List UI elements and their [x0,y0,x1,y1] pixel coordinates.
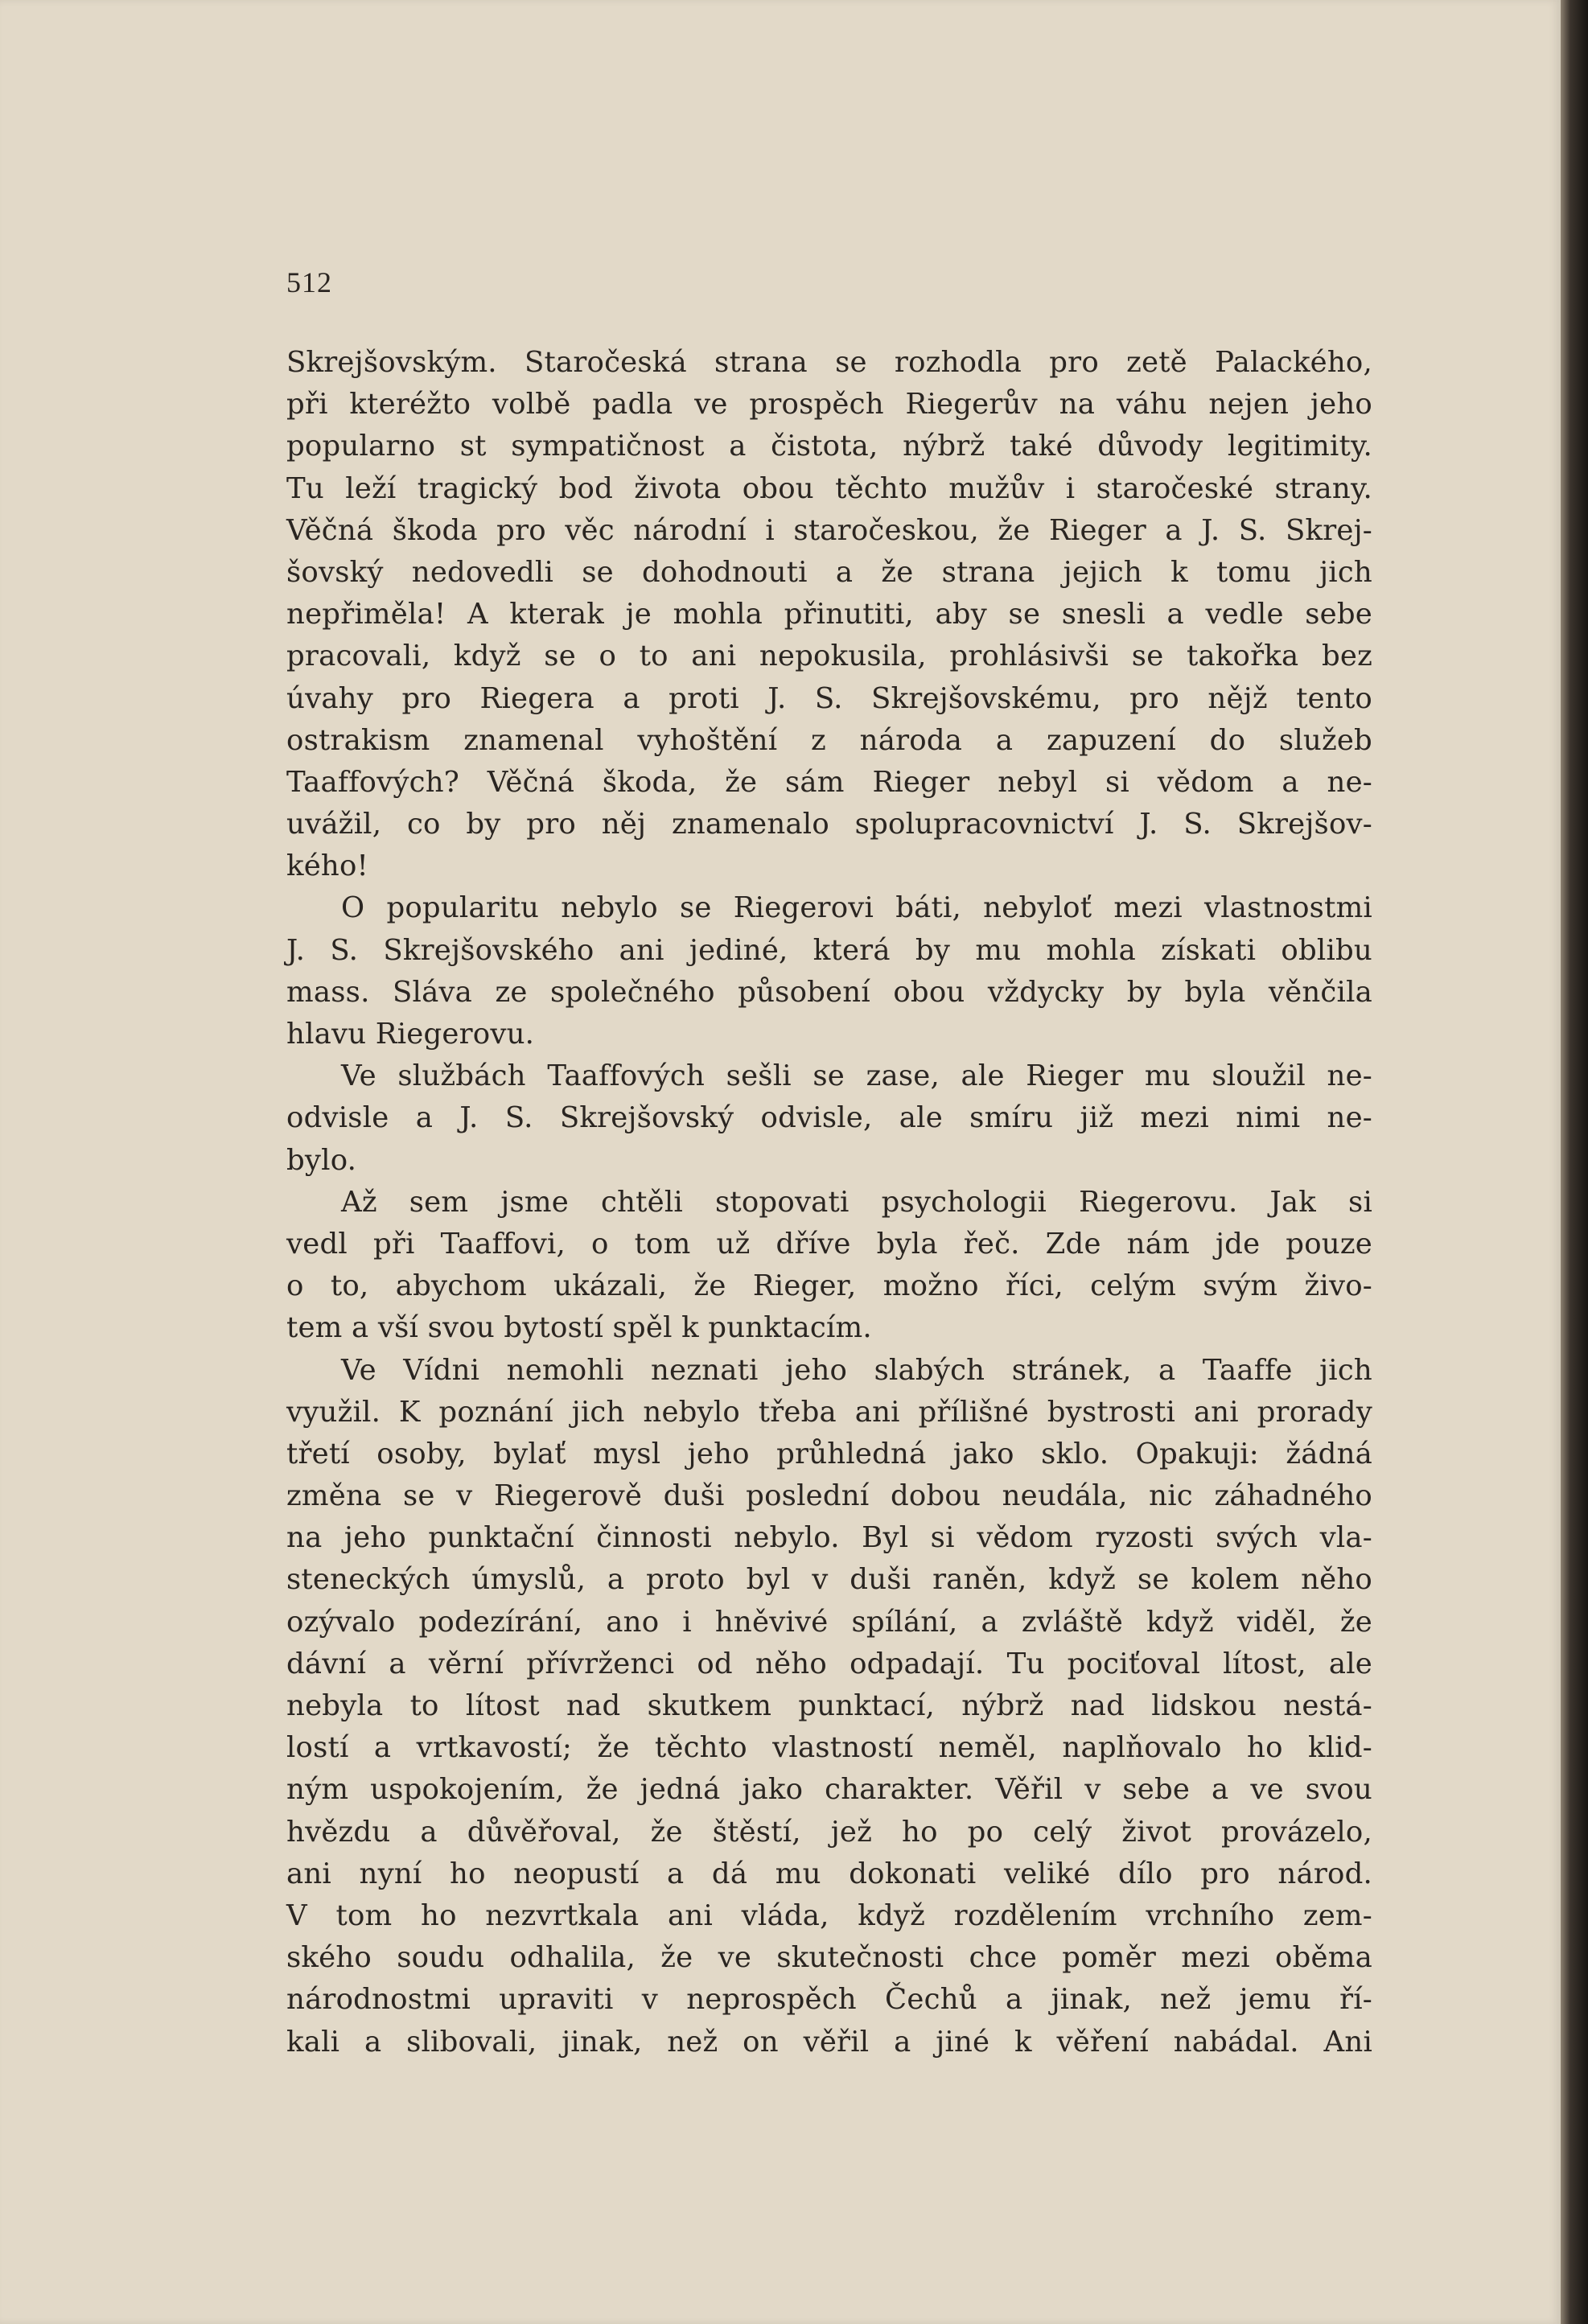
text-line: Skrejšovským. Staročeská strana se rozhodla pro zetě Palackého, [286,346,1372,379]
text-line: Až sem jsme chtěli stopovati psychologii Riegerovu. Jak si [341,1185,1372,1219]
text-line: o to, abychom ukázali, že Rieger, možno říci, celým svým živo‑ [286,1269,1372,1303]
text-line: hvězdu a důvěřoval, že štěstí, jež ho po celý život provázelo, [286,1815,1372,1849]
page-number: 512 [286,266,332,298]
text-line: třetí osoby, bylať mysl jeho průhledná jako sklo. Opakuji: žádná [286,1437,1372,1470]
text-line: využil. K poznání jich nebylo třeba ani přílišné bystrosti ani prorady [286,1395,1372,1429]
text-line: steneckých úmyslů, a proto byl v duši raněn, když se kolem něho [286,1563,1372,1597]
text-line: mass. Sláva ze společného působení obou vždycky by byla věnčila [286,975,1372,1009]
text-line: kého! [286,849,369,883]
text-line: tem a vší svou bytostí spěl k punktacím. [286,1311,872,1345]
text-line: hlavu Riegerovu. [286,1018,535,1051]
text-line: ozývalo podezírání, ano i hněvivé spílání, a zvláště když viděl, že [286,1605,1372,1639]
text-line: O popularitu nebylo se Riegerovi báti, nebyloť mezi vlastnostmi [341,891,1372,925]
text-line: Taaffových? Věčná škoda, že sám Rieger nebyl si vědom a ne‑ [286,765,1372,799]
text-line: úvahy pro Riegera a proti J. S. Skrejšovskému, pro nějž tento [286,681,1372,715]
text-line: Ve Vídni nemohli neznati jeho slabých stránek, a Taaffe jich [341,1353,1372,1387]
page-edge [1561,0,1588,2324]
text-line: Tu leží tragický bod života obou těchto mužův i staročeské strany. [286,471,1372,505]
text-line: lostí a vrtkavostí; že těchto vlastností neměl, naplňovalo ho klid‑ [286,1731,1372,1765]
text-line: odvisle a J. S. Skrejšovský odvisle, ale smíru již mezi nimi ne‑ [286,1101,1372,1135]
text-line: národnostmi upraviti v neprospěch Čechů a jinak, než jemu ří‑ [286,1983,1372,2017]
text-line: pracovali, když se o to ani nepokusila, prohlásivši se takořka bez [286,640,1372,673]
text-line: popularno st sympatičnost a čistota, nýbrž také důvody legitimity. [286,430,1372,463]
text-line: Věčná škoda pro věc národní i staročeskou, že Rieger a J. S. Skrej‑ [286,513,1372,547]
text-line: při kteréžto volbě padla ve prospěch Riegerův na váhu nejen jeho [286,388,1372,422]
text-line: ského soudu odhalila, že ve skutečnosti chce poměr mezi oběma [286,1941,1372,1975]
text-line: uvážil, co by pro něj znamenalo spolupracovnictví J. S. Skrejšov‑ [286,808,1372,841]
text-line: šovský nedovedli se dohodnouti a že strana jejich k tomu jich [286,555,1372,589]
text-line: V tom ho nezvrtkala ani vláda, když rozdělením vrchního zem‑ [286,1898,1372,1932]
text-line: ani nyní ho neopustí a dá mu dokonati veliké dílo pro národ. [286,1857,1372,1890]
text-line: kali a slibovali, jinak, než on věřil a jiné k věření nabádal. Ani [286,2025,1372,2059]
body-text [286,342,1372,2063]
text-line: dávní a věrní přívrženci od něho odpadají. Tu pociťoval lítost, ale [286,1647,1372,1680]
text-line: bylo. [286,1143,357,1177]
text-line: vedl při Taaffovi, o tom už dříve byla řeč. Zde nám jde pouze [286,1227,1372,1261]
text-line: Ve službách Taaffových sešli se zase, ale Rieger mu sloužil ne‑ [341,1059,1372,1093]
text-line: J. S. Skrejšovského ani jediné, která by mu mohla získati oblibu [286,933,1372,967]
text-line: změna se v Riegerově duši poslední dobou neudála, nic záhadného [286,1479,1372,1513]
text-line: ostrakism znamenal vyhoštění z národa a zapuzení do služeb [286,723,1372,757]
text-line: na jeho punktační činnosti nebylo. Byl si vědom ryzosti svých vla‑ [286,1521,1372,1555]
text-line: ným uspokojením, že jedná jako charakter. Věřil v sebe a ve svou [286,1773,1372,1807]
text-line: nebyla to lítost nad skutkem punktací, nýbrž nad lidskou nestá‑ [286,1689,1372,1722]
text-line: nepřiměla! A kterak je mohla přinutiti, aby se snesli a vedle sebe [286,598,1372,631]
